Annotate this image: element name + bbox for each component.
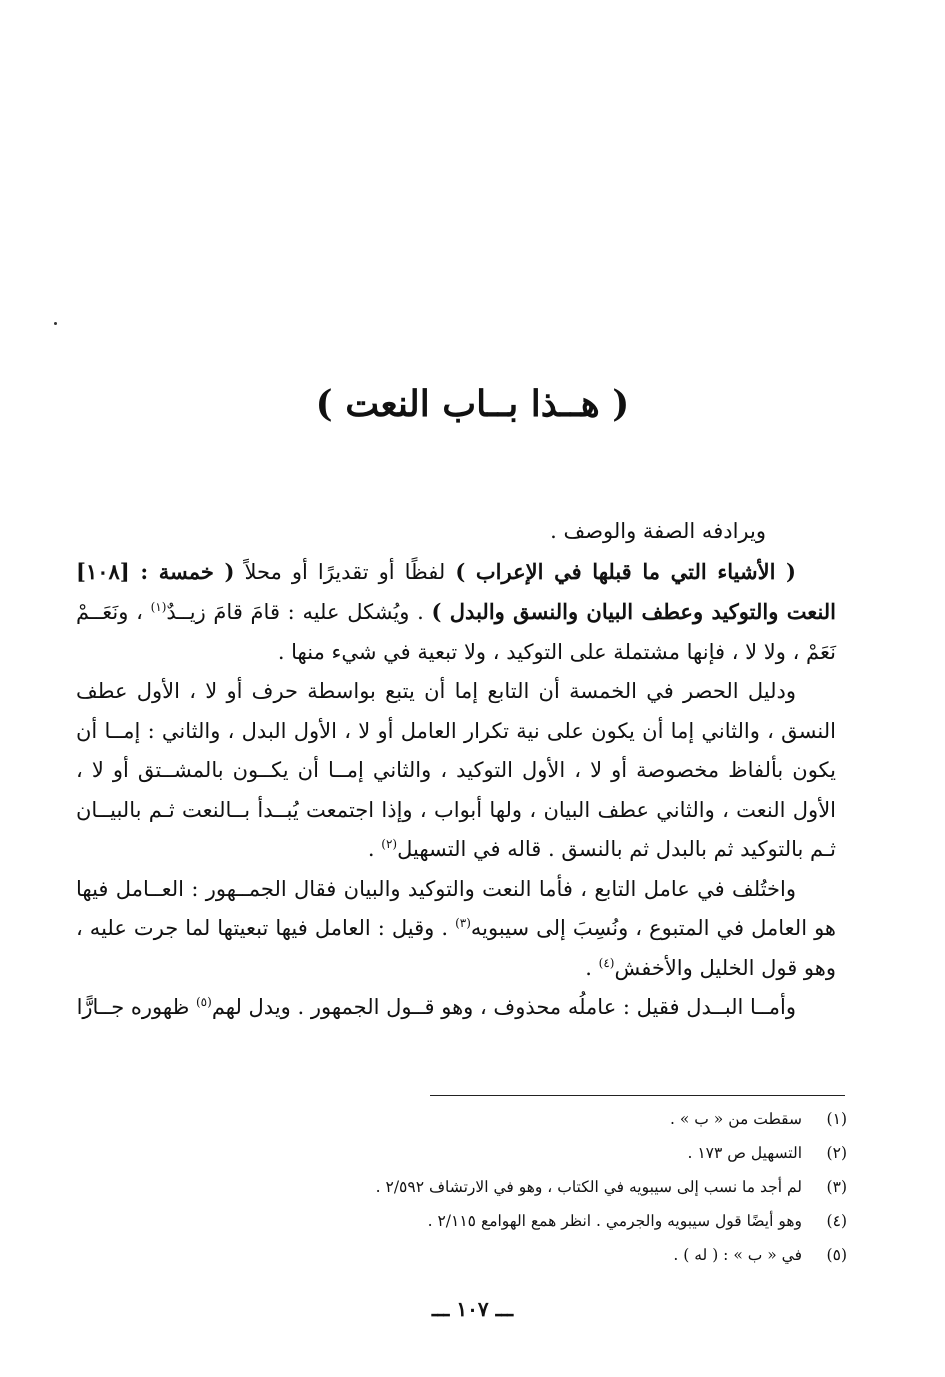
footnote-ref: (٥) — [195, 995, 212, 1009]
text-segment: واختُلف في عامل التابع ، فأما النعت والتوكيد والبيان فقال الجمــهور : العــامل فيها هو العامل في المتبوع ، ونُسِبَ إلى سيبويه — [76, 876, 836, 940]
stray-mark — [54, 322, 57, 325]
footnote — [147, 1102, 847, 1136]
paragraph — [76, 552, 836, 673]
paragraph — [76, 512, 836, 552]
text-segment: ، ونَعَــمْ نَعَمْ ، ولا لا ، فإنها مشتملة على التوكيد ، ولا تبعية في شيء منها . — [76, 600, 836, 664]
footnote-number: (٣) — [826, 1178, 847, 1196]
footnote-text: لم أجد ما نسب إلى سيبويه في الكتاب ، وهو في الارتشاف ٢/٥٩٢ . — [375, 1178, 802, 1196]
paragraph — [76, 870, 836, 989]
text-segment: . — [367, 837, 382, 861]
footnotes — [147, 1102, 847, 1272]
footnote-ref: (٢) — [381, 837, 398, 851]
text-segment: . — [585, 955, 599, 980]
footnote-number: (٥) — [826, 1246, 847, 1264]
bold-text: ( خمسة : [١٠٨] النعت والتوكيد وعطف البيان والنسق والبدل ) — [76, 558, 837, 624]
footnote-divider — [430, 1095, 845, 1096]
footnote-ref: (٤) — [598, 955, 615, 970]
main-text — [76, 512, 836, 1028]
text-segment: ظهوره جــارًّا — [76, 995, 196, 1019]
footnote — [147, 1136, 847, 1170]
bold-text: ( الأشياء التي ما قبلها في الإعراب ) — [455, 558, 796, 584]
text-segment: . ويُشكل عليه : قامَ قامَ زيــدٌ — [166, 600, 432, 624]
footnote-text: في « ب » : ( له ) . — [673, 1246, 802, 1264]
footnote-ref: (١) — [150, 600, 167, 614]
text-segment: ودليل الحصر في الخمسة أن التابع إما أن يتبع بواسطة حرف أو لا ، الأول عطف النسق ، والثاني إما أن يكون على نية تكرار العامل أو لا ، الأول البدل ، والثاني : إمــا أن يكون بألفاظ مخصوصة أو لا ، الأول التوكيد ، والثاني إمــا أن يكــون بالمشــتق أو لا ، الأول النعت ، والثاني عطف البيان ، ولها أبواب ، وإذا اجتمعت يُبــدأ بــالنعت ثـم بالبيــان ثـم بالتوكيد ثم بالبدل ثم بالنسق . قاله في التسهيل — [76, 679, 837, 861]
footnote-text: وهو أيضًا قول سيبويه والجرمي . انظر همع الهوامع ٢/١١٥ . — [427, 1212, 802, 1230]
text-segment: ويرادفه الصفة والوصف . — [550, 519, 766, 543]
footnote-text: التسهيل ص ١٧٣ . — [687, 1144, 802, 1162]
text-segment: وأمــا البــدل فقيل : عاملُه محذوف ، وهو قــول الجمهور . ويدل لهم — [211, 995, 796, 1019]
footnote — [147, 1238, 847, 1272]
footnote — [147, 1170, 847, 1204]
footnote-text: سقطت من « ب » . — [670, 1110, 802, 1128]
footnote-number: (١) — [826, 1110, 847, 1128]
chapter-title: ( هــذا بــاب النعت ) — [315, 383, 630, 426]
page-number: ـــ ١٠٧ ـــ — [431, 1297, 514, 1321]
footnote-ref: (٣) — [455, 916, 471, 930]
footnote — [147, 1204, 847, 1238]
footnote-number: (٤) — [826, 1212, 847, 1230]
text-segment: لفظًا أو تقديرًا أو محلاً — [234, 559, 456, 584]
footnote-number: (٢) — [826, 1144, 847, 1162]
text-segment: . وقيل : العامل فيها تبعيتها لما جرت عليه ، وهو قول الخليل والأخفش — [76, 916, 836, 980]
paragraph — [76, 988, 836, 1028]
paragraph — [76, 672, 836, 870]
